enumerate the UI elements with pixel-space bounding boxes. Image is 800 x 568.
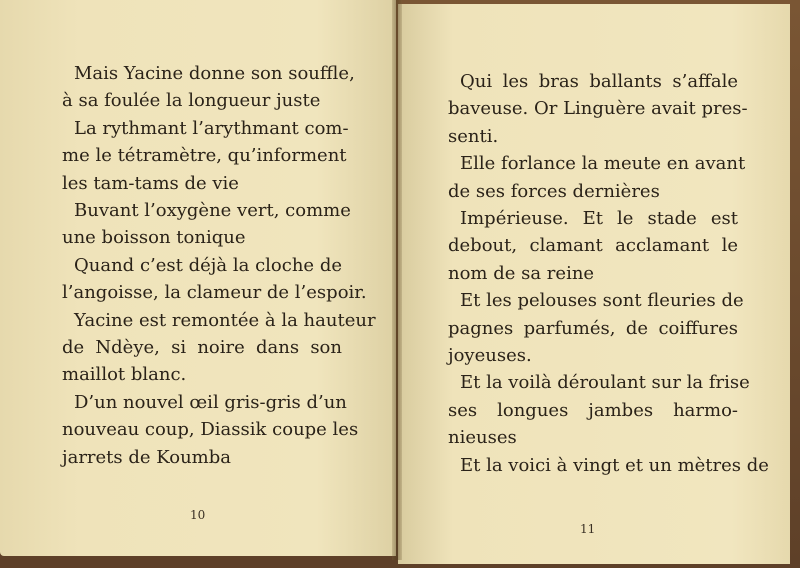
text-line: senti. — [448, 125, 499, 147]
text-line: nieuses — [448, 427, 517, 449]
text-line: maillot blanc. — [62, 364, 187, 386]
text-line: Et la voici à vingt et un mètres de — [460, 454, 769, 476]
text-line: joyeuses. — [448, 345, 532, 367]
book-gutter — [392, 0, 402, 560]
text-line: à sa foulée la longueur juste — [62, 90, 321, 112]
text-line: Yacine est remontée à la hauteur — [74, 309, 376, 331]
left-page — [0, 0, 396, 556]
text-line: Et les pelouses sont fleuries de — [460, 290, 744, 312]
text-line: Buvant l’oxygène vert, comme — [74, 200, 351, 222]
text-line: Elle forlance la meute en avant — [460, 153, 746, 175]
text-line: nom de sa reine — [448, 262, 595, 284]
text-line: de Ndèye, si noire dans son — [62, 337, 342, 359]
right-page — [398, 4, 790, 564]
text-line: me le tétramètre, qu’informent — [62, 145, 347, 167]
text-line: baveuse. Or Linguère avait pres- — [448, 98, 748, 120]
left-page-text — [62, 60, 376, 471]
text-line: de ses forces dernières — [448, 180, 660, 202]
text-line: debout, clamant acclamant le — [448, 235, 738, 257]
text-line: D’un nouvel œil gris-gris d’un — [74, 391, 347, 413]
text-line: une boisson tonique — [62, 227, 246, 249]
page-number: 11 — [580, 522, 596, 536]
text-line: jarrets de Koumba — [62, 446, 231, 468]
text-line: Qui les bras ballants s’affale — [460, 71, 738, 92]
text-line: ses longues jambes harmo- — [448, 399, 738, 421]
text-line: l’angoisse, la clameur de l’espoir. — [62, 282, 367, 304]
page-number: 10 — [190, 508, 206, 522]
text-line: Mais Yacine donne son souffle, — [74, 63, 355, 84]
right-page-text — [448, 68, 769, 479]
text-line: Quand c’est déjà la cloche de — [74, 254, 342, 276]
text-line: Impérieuse. Et le stade est — [460, 208, 738, 230]
text-line: La rythmant l’arythmant com- — [74, 117, 349, 139]
text-line: pagnes parfumés, de coiffures — [448, 317, 738, 339]
text-line: les tam-tams de vie — [62, 172, 239, 194]
text-line: nouveau coup, Diassik coupe les — [62, 419, 359, 441]
text-line: Et la voilà déroulant sur la frise — [460, 372, 750, 394]
